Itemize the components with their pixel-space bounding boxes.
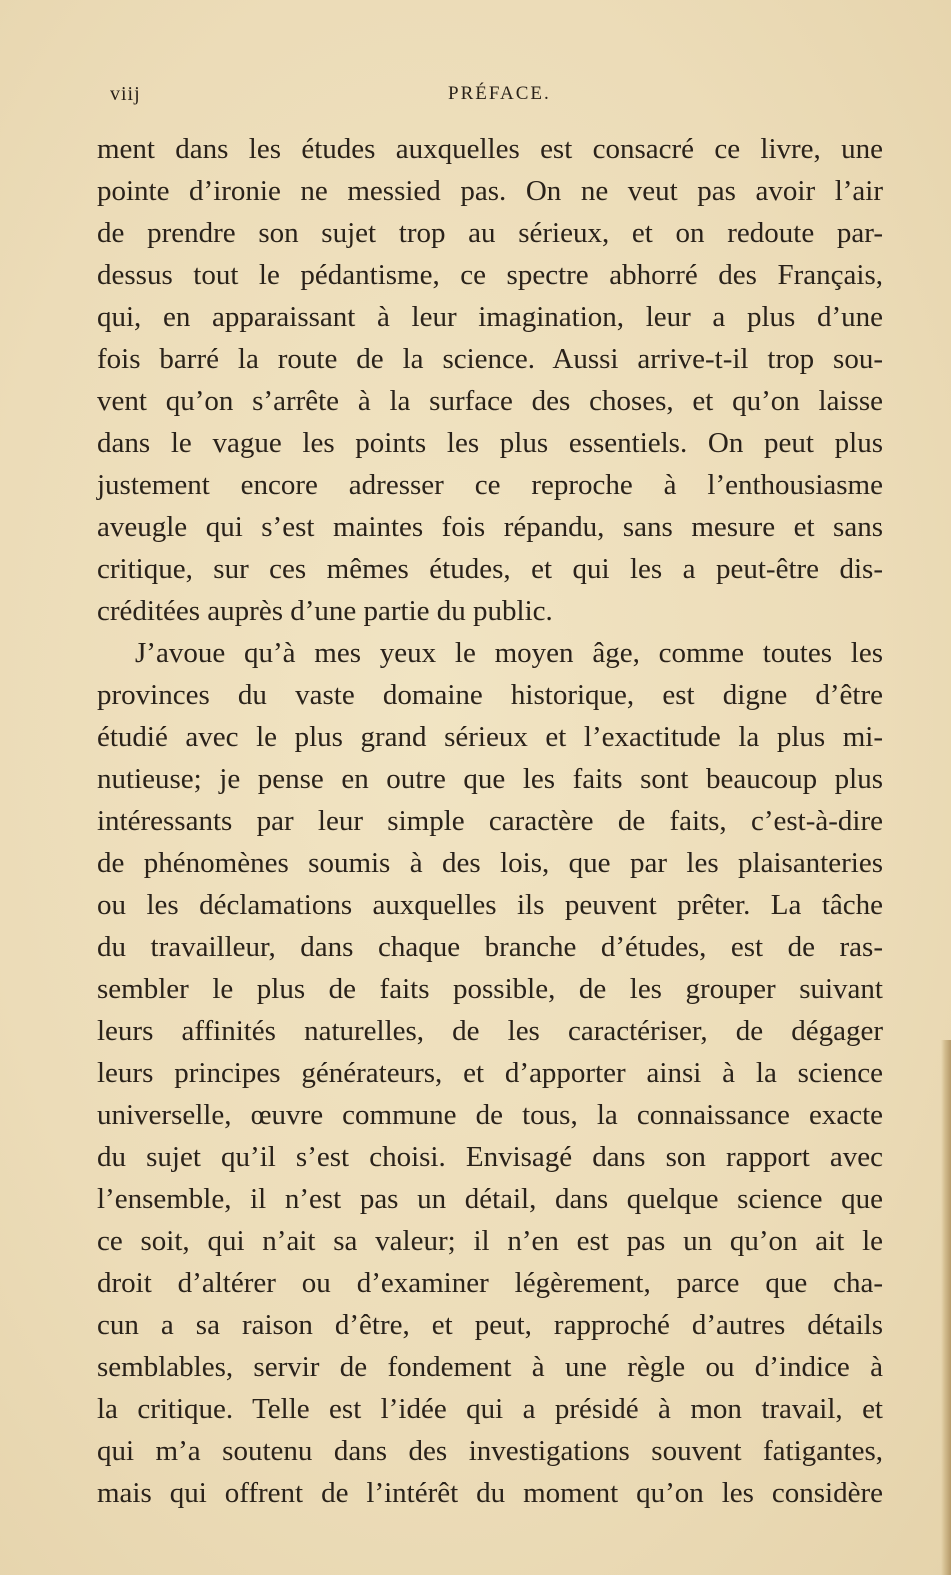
text-line: qui, en apparaissant à leur imagination, leur a plus d’une [97, 301, 883, 333]
text-line: aveugle qui s’est maintes fois répandu, sans mesure et sans [97, 511, 883, 543]
text-line: justement encore adresser ce reproche à l’enthousiasme [97, 469, 883, 501]
text-line: provinces du vaste domaine historique, est digne d’être [97, 679, 883, 711]
text-line: ment dans les études auxquelles est consacré ce livre, une [97, 133, 883, 165]
running-head: PRÉFACE. [448, 83, 551, 104]
text-line: intéressants par leur simple caractère de faits, c’est-à-dire [97, 805, 883, 837]
text-line: universelle, œuvre commune de tous, la connaissance exacte [97, 1099, 883, 1131]
text-line: leurs principes générateurs, et d’apporter ainsi à la science [97, 1057, 883, 1089]
text-line: de phénomènes soumis à des lois, que par les plaisanteries [97, 847, 883, 879]
text-line: dessus tout le pédantisme, ce spectre abhorré des Français, [97, 259, 883, 291]
text-line: nutieuse; je pense en outre que les faits sont beaucoup plus [97, 763, 883, 795]
text-line: ce soit, qui n’ait sa valeur; il n’en est pas un qu’on ait le [97, 1225, 883, 1257]
text-line: semblables, servir de fondement à une règle ou d’indice à [97, 1351, 883, 1383]
text-line: étudié avec le plus grand sérieux et l’exactitude la plus mi- [97, 721, 883, 753]
text-line: pointe d’ironie ne messied pas. On ne veut pas avoir l’air [97, 175, 883, 207]
text-line: de prendre son sujet trop au sérieux, et on redoute par- [97, 217, 883, 249]
text-line: créditées auprès d’une partie du public. [97, 595, 553, 627]
text-line: l’ensemble, il n’est pas un détail, dans quelque science que [97, 1183, 883, 1215]
text-line: mais qui offrent de l’intérêt du moment qu’on les considère [97, 1477, 883, 1509]
text-line: la critique. Telle est l’idée qui a présidé à mon travail, et [97, 1393, 883, 1425]
text-line: critique, sur ces mêmes études, et qui les a peut-être dis- [97, 553, 883, 585]
text-line: droit d’altérer ou d’examiner légèrement, parce que cha- [97, 1267, 883, 1299]
text-line: du sujet qu’il s’est choisi. Envisagé dans son rapport avec [97, 1141, 883, 1173]
text-line: ou les déclamations auxquelles ils peuvent prêter. La tâche [97, 889, 883, 921]
text-line: fois barré la route de la science. Aussi arrive-t-il trop sou- [97, 343, 883, 375]
text-line: dans le vague les points les plus essentiels. On peut plus [97, 427, 883, 459]
page-edge-shadow [941, 1040, 951, 1575]
text-line: sembler le plus de faits possible, de les grouper suivant [97, 973, 883, 1005]
body-text [97, 128, 883, 1514]
text-line: du travailleur, dans chaque branche d’études, est de ras- [97, 931, 883, 963]
text-line: vent qu’on s’arrête à la surface des choses, et qu’on laisse [97, 385, 883, 417]
text-line: qui m’a soutenu dans des investigations souvent fatigantes, [97, 1435, 883, 1467]
text-line: cun a sa raison d’être, et peut, rapproché d’autres détails [97, 1309, 883, 1341]
page-header [110, 83, 890, 113]
page-number: viij [110, 83, 141, 105]
text-line: leurs affinités naturelles, de les caractériser, de dégager [97, 1015, 883, 1047]
text-line: J’avoue qu’à mes yeux le moyen âge, comme toutes les [135, 637, 883, 669]
